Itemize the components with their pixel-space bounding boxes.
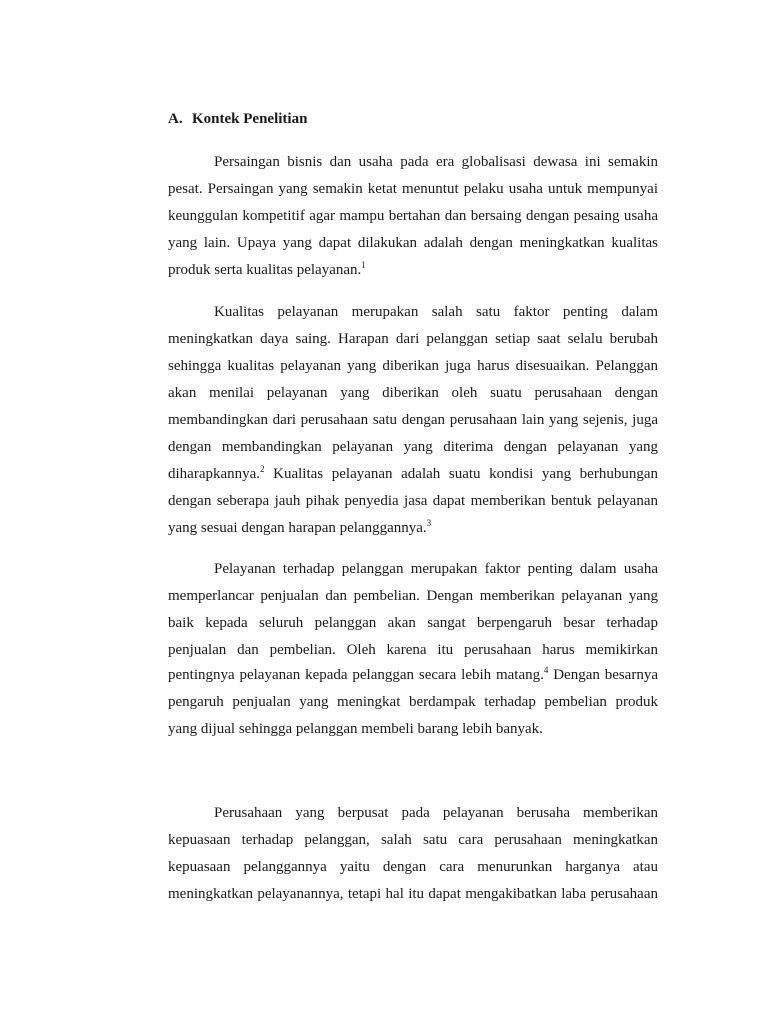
paragraph-line: dengan membandingkan pelayanan yang diterima dengan pelayanan yang <box>168 439 658 455</box>
paragraph-line: membandingkan dari perusahaan satu dengan perusahaan lain yang sejenis, juga <box>168 412 658 428</box>
paragraph-line: Pelayanan terhadap pelanggan merupakan faktor penting dalam usaha <box>214 561 658 577</box>
line-text: pentingnya pelayanan kepada pelanggan secara lebih matang. <box>168 667 544 683</box>
section-title: Kontek Penelitian <box>192 111 308 127</box>
paragraph-line: akan menilai pelayanan yang diberikan oleh suatu perusahaan dengan <box>168 385 658 401</box>
section-letter: A. <box>168 111 183 127</box>
line-text: yang sesuai dengan harapan pelanggannya. <box>168 520 427 536</box>
paragraph-line: keunggulan kompetitif agar mampu bertahan dan bersaing dengan pesaing usaha <box>168 208 658 224</box>
footnote-ref-4: 4 <box>543 665 549 675</box>
paragraph-line: Persaingan bisnis dan usaha pada era globalisasi dewasa ini semakin <box>214 154 658 170</box>
line-text: produk serta kualitas pelayanan. <box>168 262 362 278</box>
paragraph-line: yang dijual sehingga pelanggan membeli barang lebih banyak. <box>168 721 543 737</box>
paragraph-line: sehingga kualitas pelayanan yang diberikan juga harus disesuaikan. Pelanggan <box>168 358 658 374</box>
paragraph-line <box>168 260 658 280</box>
line-text: Dengan besarnya <box>548 667 658 683</box>
footnote-ref-2: 2 <box>260 464 265 474</box>
footnote-ref-1: 1 <box>361 260 366 270</box>
paragraph-line <box>168 665 658 685</box>
section-heading <box>168 109 307 129</box>
paragraph-line: yang lain. Upaya yang dapat dilakukan adalah dengan meningkatkan kualitas <box>168 235 658 251</box>
paragraph-line <box>168 518 658 538</box>
paragraph-line: kepuasaan pelanggannya yaitu dengan cara menurunkan harganya atau <box>168 859 658 875</box>
paragraph-line: baik kepada seluruh pelanggan akan sangat berpengaruh besar terhadap <box>168 615 658 631</box>
paragraph-line: pengaruh penjualan yang meningkat berdampak terhadap pembelian produk <box>168 694 658 710</box>
paragraph-line: memperlancar penjualan dan pembelian. Dengan memberikan pelayanan yang <box>168 588 658 604</box>
paragraph-line: penjualan dan pembelian. Oleh karena itu perusahaan harus memikirkan <box>168 642 658 658</box>
line-text: diharapkannya. <box>168 466 261 482</box>
paragraph-line: kepuasaan terhadap pelanggan, salah satu cara perusahaan meningkatkan <box>168 832 658 848</box>
footnote-ref-3: 3 <box>426 518 432 528</box>
paragraph-line: pesat. Persaingan yang semakin ketat menuntut pelaku usaha untuk mempunyai <box>168 181 658 197</box>
paragraph-line: dengan seberapa jauh pihak penyedia jasa dapat memberikan bentuk pelayanan <box>168 493 658 509</box>
paragraph-line: meningkatkan pelayanannya, tetapi hal itu dapat mengakibatkan laba perusahaan <box>168 886 658 902</box>
paragraph-line: meningkatkan daya saing. Harapan dari pelanggan setiap saat selalu berubah <box>168 331 658 347</box>
paragraph-line <box>168 464 658 484</box>
paragraph-line: Perusahaan yang berpusat pada pelayanan berusaha memberikan <box>214 805 658 821</box>
paragraph-line: Kualitas pelayanan merupakan salah satu faktor penting dalam <box>214 304 658 320</box>
line-text: Kualitas pelayanan adalah suatu kondisi yang berhubungan <box>264 466 658 482</box>
